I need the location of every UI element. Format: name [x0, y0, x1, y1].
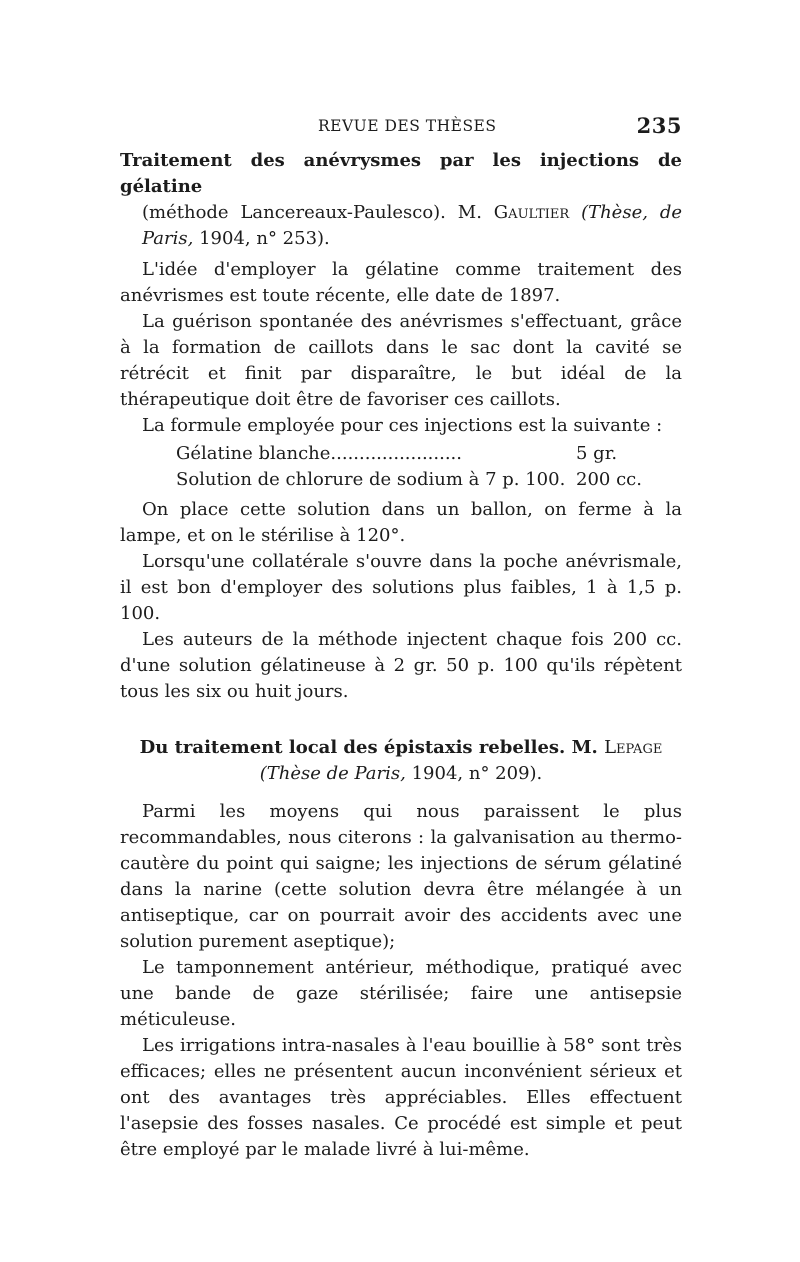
article-1-paragraph: L'idée d'employer la gélatine comme traitement des anévrismes est toute récente, elle date de 1897. — [120, 259, 682, 306]
recipe-amount: 5 gr. — [576, 443, 618, 464]
article-1-paragraph: La formule employée pour ces injections est la suivante : — [142, 415, 663, 436]
article-2-title: Du traitement local des épistaxis rebelles. M. — [139, 737, 598, 758]
recipe-ingredient: Gélatine blanche....................... — [176, 443, 463, 464]
article-1-paragraph: On place cette solution dans un ballon, on ferme à la lampe, et on le stérilise à 120°. — [120, 499, 682, 546]
article-2-reference — [120, 761, 682, 787]
article-2-paragraph: Les irrigations intra-nasales à l'eau bouillie à 58° sont très efficaces; elles ne présentent aucun inconvénient sérieux et ont des avantages très appréciables. Elles effectuent l'asepsie des fosses nasales. Ce procédé est simple et peut être employé par le malade livré à lui-même. — [120, 1035, 682, 1160]
article-1-paragraph: Lorsqu'une collatérale s'ouvre dans la poche anévrismale, il est bon d'employer des solutions plus faibles, 1 à 1,5 p. 100. — [120, 551, 682, 624]
article-1-title: Traitement des anévrysmes par les injections de gélatine — [120, 150, 682, 197]
recipe-formula — [176, 441, 682, 493]
article-2-title-line — [120, 735, 682, 761]
recipe-row — [176, 441, 682, 467]
recipe-ingredient: Solution de chlorure de sodium à 7 p. 100. — [176, 469, 566, 490]
article-1-paragraph: Les auteurs de la méthode injectent chaque fois 200 cc. d'une solution gélatineuse à 2 gr. 50 p. 100 qu'ils répètent tous les six ou huit jours. — [120, 629, 682, 702]
article-1-source: (Thèse, de Paris, — [142, 202, 682, 249]
article-1-ref: 1904, n° 253). — [199, 228, 330, 249]
article-2-author: Lepage — [604, 737, 663, 758]
recipe-amount: 200 cc. — [576, 469, 642, 490]
article-1-method: (méthode Lancereaux-Paulesco). M. — [142, 202, 482, 223]
article-1-author: Gaultier — [493, 202, 570, 223]
page-number: 235 — [636, 113, 682, 138]
article-1-reference — [120, 200, 682, 252]
running-header — [120, 113, 682, 141]
page-body — [120, 148, 682, 1163]
article-2-paragraph: Le tamponnement antérieur, méthodique, pratiqué avec une bande de gaze stérilisée; faire une antisepsie méticuleuse. — [120, 957, 682, 1030]
article-2-paragraph: Parmi les moyens qui nous paraissent le plus recommandables, nous citerons : la galvanisation au thermo-cautère du point qui saigne; les injections de sérum gélatiné dans la narine (cette solution devra être mélangée à un antiseptique, car on pourrait avoir des accidents avec une solution purement aseptique); — [120, 801, 682, 952]
article-2-ref: 1904, n° 209). — [411, 763, 543, 784]
running-title: REVUE DES THÈSES — [318, 117, 497, 135]
recipe-row — [176, 467, 682, 493]
article-2-source: (Thèse de Paris, — [259, 763, 406, 784]
article-1-paragraph: La guérison spontanée des anévrismes s'effectuant, grâce à la formation de caillots dans le sac dont la cavité se rétrécit et finit par disparaître, le but idéal de la thérapeutique doit être de favoriser ces caillots. — [120, 311, 682, 410]
